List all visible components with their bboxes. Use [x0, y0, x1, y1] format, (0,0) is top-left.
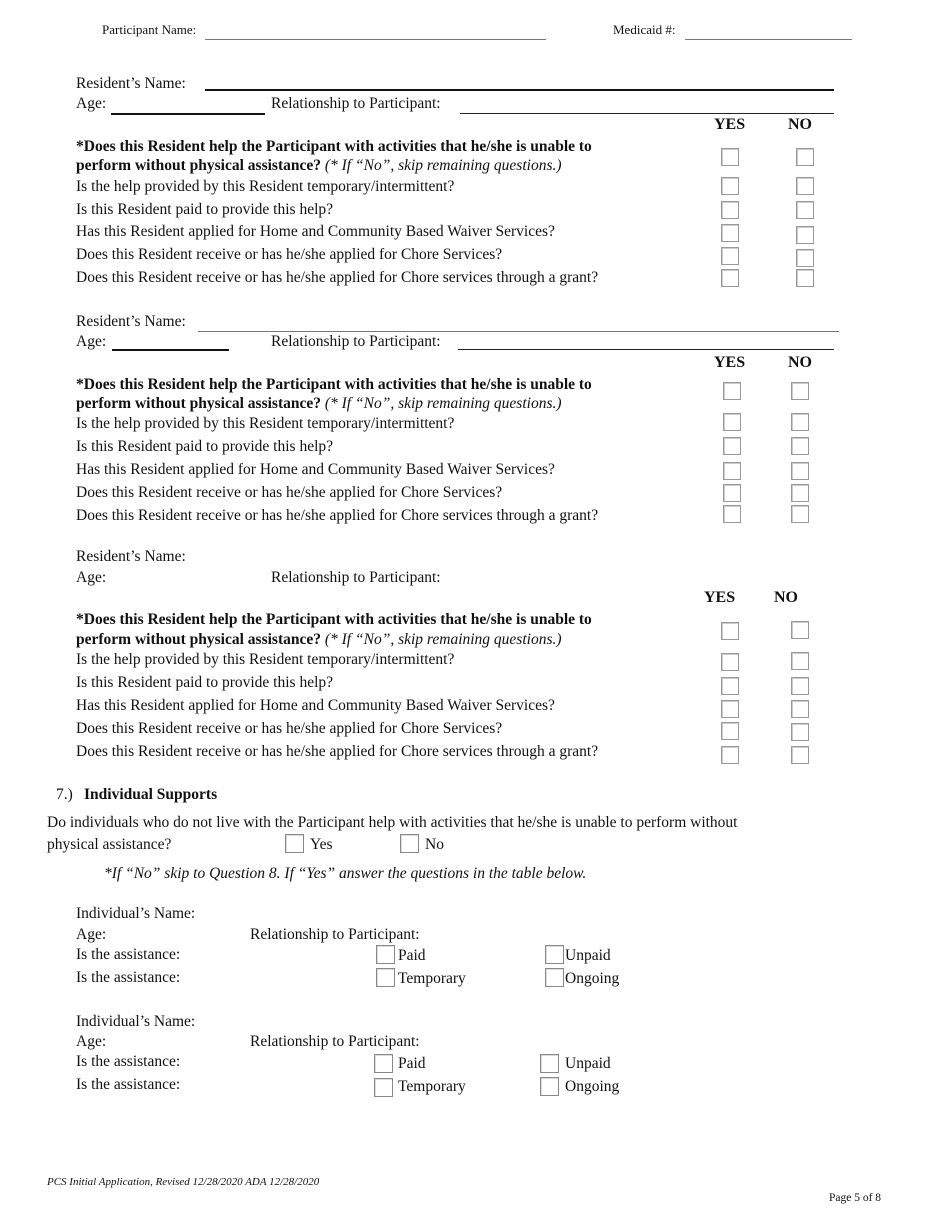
- main-question-yes-checkbox[interactable]: [723, 382, 741, 400]
- age-label: Age:: [76, 333, 107, 350]
- paid-yes-checkbox[interactable]: [723, 437, 741, 455]
- waiver-yes-checkbox[interactable]: [721, 700, 739, 718]
- individual-name-label: Individual’s Name:: [76, 905, 196, 922]
- paid-checkbox[interactable]: [374, 1054, 393, 1073]
- main-question-bold: perform without physical assistance?: [76, 631, 321, 648]
- age-label: Age:: [76, 95, 107, 112]
- relationship-label: Relationship to Participant:: [250, 926, 420, 943]
- ongoing-checkbox[interactable]: [545, 968, 564, 987]
- unpaid-label: Unpaid: [565, 947, 611, 964]
- main-question-line2: [76, 157, 562, 175]
- paid-no-checkbox[interactable]: [791, 677, 809, 695]
- main-question-yes-checkbox[interactable]: [721, 148, 739, 166]
- question-temporary: Is the help provided by this Resident temporary/intermittent?: [76, 651, 455, 668]
- medicaid-field[interactable]: [685, 39, 852, 40]
- main-question-bold: perform without physical assistance?: [76, 395, 321, 412]
- waiver-yes-checkbox[interactable]: [723, 462, 741, 480]
- main-question-bold: perform without physical assistance?: [76, 157, 321, 174]
- main-question-no-checkbox[interactable]: [791, 382, 809, 400]
- question-paid: Is this Resident paid to provide this help?: [76, 201, 334, 218]
- chore-yes-checkbox[interactable]: [723, 484, 741, 502]
- chore-yes-checkbox[interactable]: [721, 247, 739, 265]
- yes-header: YES: [714, 354, 746, 371]
- question-grant: Does this Resident receive or has he/she applied for Chore services through a grant?: [76, 507, 599, 524]
- temporary-checkbox[interactable]: [376, 968, 395, 987]
- resident-name-label: Resident’s Name:: [76, 313, 186, 330]
- waiver-no-checkbox[interactable]: [791, 462, 809, 480]
- question-waiver: Has this Resident applied for Home and Community Based Waiver Services?: [76, 223, 555, 240]
- question-temporary: Is the help provided by this Resident temporary/intermittent?: [76, 415, 455, 432]
- chore-no-checkbox[interactable]: [791, 484, 809, 502]
- question-chore: Does this Resident receive or has he/she applied for Chore Services?: [76, 484, 503, 501]
- main-question-note: (* If “No”, skip remaining questions.): [324, 395, 562, 412]
- grant-no-checkbox[interactable]: [791, 746, 809, 764]
- question-paid: Is this Resident paid to provide this help?: [76, 674, 334, 691]
- ongoing-checkbox[interactable]: [540, 1077, 559, 1096]
- relationship-label: Relationship to Participant:: [271, 95, 441, 112]
- assistance-label-duration: Is the assistance:: [76, 1076, 181, 1093]
- grant-no-checkbox[interactable]: [791, 505, 809, 523]
- individual-supports-no-label: No: [425, 836, 444, 853]
- main-question-line2: [76, 631, 562, 649]
- main-question-no-checkbox[interactable]: [796, 148, 814, 166]
- no-header: NO: [788, 354, 812, 371]
- temporary-no-checkbox[interactable]: [791, 652, 809, 670]
- section-number: 7.): [56, 786, 73, 803]
- section-title: Individual Supports: [84, 786, 218, 803]
- ongoing-label: Ongoing: [565, 1078, 620, 1095]
- waiver-no-checkbox[interactable]: [796, 226, 814, 244]
- skip-instruction: *If “No” skip to Question 8. If “Yes” answer the questions in the table below.: [104, 865, 587, 882]
- main-question-line1: *Does this Resident help the Participant with activities that he/she is unable to: [76, 138, 592, 155]
- individual-name-label: Individual’s Name:: [76, 1013, 196, 1030]
- relationship-label: Relationship to Participant:: [271, 333, 441, 350]
- yes-header: YES: [704, 589, 736, 606]
- waiver-no-checkbox[interactable]: [791, 700, 809, 718]
- temporary-yes-checkbox[interactable]: [721, 177, 739, 195]
- unpaid-checkbox[interactable]: [545, 945, 564, 964]
- chore-no-checkbox[interactable]: [791, 723, 809, 741]
- waiver-yes-checkbox[interactable]: [721, 224, 739, 242]
- no-header: NO: [774, 589, 798, 606]
- grant-no-checkbox[interactable]: [796, 269, 814, 287]
- age-field[interactable]: [111, 113, 265, 115]
- paid-yes-checkbox[interactable]: [721, 201, 739, 219]
- unpaid-label: Unpaid: [565, 1055, 611, 1072]
- paid-label: Paid: [398, 1055, 426, 1072]
- ongoing-label: Ongoing: [565, 970, 620, 987]
- no-header: NO: [788, 116, 812, 133]
- temporary-yes-checkbox[interactable]: [723, 413, 741, 431]
- paid-no-checkbox[interactable]: [796, 201, 814, 219]
- resident-name-field[interactable]: [198, 331, 839, 332]
- paid-checkbox[interactable]: [376, 945, 395, 964]
- individual-supports-question-line2: physical assistance?: [47, 836, 172, 853]
- temporary-no-checkbox[interactable]: [796, 177, 814, 195]
- revision-footer: PCS Initial Application, Revised 12/28/2020 ADA 12/28/2020: [47, 1176, 320, 1188]
- main-question-line1: *Does this Resident help the Participant with activities that he/she is unable to: [76, 376, 592, 393]
- question-chore: Does this Resident receive or has he/she applied for Chore Services?: [76, 246, 503, 263]
- main-question-line2: [76, 395, 562, 413]
- main-question-no-checkbox[interactable]: [791, 621, 809, 639]
- chore-no-checkbox[interactable]: [796, 249, 814, 267]
- question-grant: Does this Resident receive or has he/she applied for Chore services through a grant?: [76, 269, 599, 286]
- main-question-line1: *Does this Resident help the Participant with activities that he/she is unable to: [76, 611, 592, 628]
- resident-name-label: Resident’s Name:: [76, 75, 186, 92]
- main-question-yes-checkbox[interactable]: [721, 622, 739, 640]
- relationship-field[interactable]: [460, 113, 834, 114]
- resident-name-field[interactable]: [205, 89, 834, 91]
- individual-supports-question-line1: Do individuals who do not live with the Participant help with activities that he/she is unable to perform without: [47, 814, 738, 831]
- question-waiver: Has this Resident applied for Home and Community Based Waiver Services?: [76, 461, 555, 478]
- age-label: Age:: [76, 1033, 107, 1050]
- grant-yes-checkbox[interactable]: [721, 746, 739, 764]
- assistance-label-paid: Is the assistance:: [76, 1053, 181, 1070]
- question-paid: Is this Resident paid to provide this help?: [76, 438, 334, 455]
- individual-supports-yes-checkbox[interactable]: [285, 834, 304, 853]
- question-waiver: Has this Resident applied for Home and Community Based Waiver Services?: [76, 697, 555, 714]
- question-temporary: Is the help provided by this Resident temporary/intermittent?: [76, 178, 455, 195]
- medicaid-label: Medicaid #:: [613, 22, 676, 37]
- paid-no-checkbox[interactable]: [791, 437, 809, 455]
- question-chore: Does this Resident receive or has he/she applied for Chore Services?: [76, 720, 503, 737]
- chore-yes-checkbox[interactable]: [721, 722, 739, 740]
- question-grant: Does this Resident receive or has he/she applied for Chore services through a grant?: [76, 743, 599, 760]
- main-question-note: (* If “No”, skip remaining questions.): [324, 631, 562, 648]
- temporary-yes-checkbox[interactable]: [721, 653, 739, 671]
- grant-yes-checkbox[interactable]: [723, 505, 741, 523]
- page-number: Page 5 of 8: [829, 1192, 882, 1204]
- assistance-label-duration: Is the assistance:: [76, 969, 181, 986]
- individual-supports-no-checkbox[interactable]: [400, 834, 419, 853]
- participant-name-label: Participant Name:: [102, 22, 197, 37]
- grant-yes-checkbox[interactable]: [721, 269, 739, 287]
- temporary-label: Temporary: [398, 970, 466, 987]
- paid-label: Paid: [398, 947, 426, 964]
- yes-header: YES: [714, 116, 746, 133]
- individual-supports-yes-label: Yes: [310, 836, 333, 853]
- assistance-label-paid: Is the assistance:: [76, 946, 181, 963]
- temporary-checkbox[interactable]: [374, 1078, 393, 1097]
- age-label: Age:: [76, 569, 107, 586]
- age-label: Age:: [76, 926, 107, 943]
- participant-name-field[interactable]: [205, 39, 546, 40]
- temporary-label: Temporary: [398, 1078, 466, 1095]
- age-field[interactable]: [112, 349, 229, 351]
- relationship-field[interactable]: [458, 349, 834, 350]
- resident-name-label: Resident’s Name:: [76, 548, 186, 565]
- temporary-no-checkbox[interactable]: [791, 413, 809, 431]
- paid-yes-checkbox[interactable]: [721, 677, 739, 695]
- main-question-note: (* If “No”, skip remaining questions.): [324, 157, 562, 174]
- relationship-label: Relationship to Participant:: [271, 569, 441, 586]
- relationship-label: Relationship to Participant:: [250, 1033, 420, 1050]
- unpaid-checkbox[interactable]: [540, 1054, 559, 1073]
